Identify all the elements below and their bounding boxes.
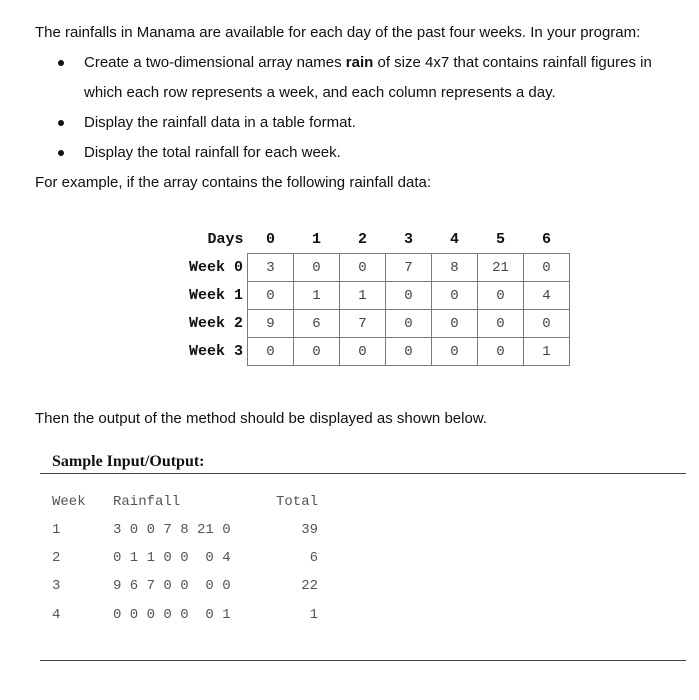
bottom-divider — [40, 660, 686, 661]
output-rainfall: 0 0 0 0 0 0 1 — [113, 607, 231, 623]
table-row — [172, 338, 570, 366]
output-intro: Then the output of the method should be displayed as shown below. — [35, 410, 487, 427]
total-header: Total — [275, 494, 318, 510]
rain-cell: 0 — [248, 338, 294, 366]
output-rainfall: 0 1 1 0 0 0 4 — [113, 550, 231, 566]
bullet-item — [35, 48, 694, 108]
rain-cell: 0 — [386, 338, 432, 366]
rain-cell: 1 — [524, 338, 570, 366]
rain-cell: 0 — [294, 338, 340, 366]
rain-cell: 0 — [432, 338, 478, 366]
day-header: 5 — [495, 230, 505, 248]
output-week: 1 — [52, 522, 61, 538]
example-line: For example, if the array contains the following rainfall data: — [35, 174, 432, 191]
day-header: 1 — [311, 230, 321, 248]
rain-cell: 4 — [524, 282, 570, 310]
output-total: 39 — [301, 522, 318, 538]
rain-cell: 0 — [432, 282, 478, 310]
week-header: Week — [52, 494, 86, 510]
output-week: 2 — [52, 550, 61, 566]
week-label: Week 0 — [188, 259, 243, 276]
rain-cell: 7 — [340, 310, 386, 338]
week-label: Week 3 — [188, 343, 243, 360]
week-label: Week 1 — [188, 287, 243, 304]
intro-line: The rainfalls in Manama are available for each day of the past four weeks. In your program: — [35, 24, 641, 41]
bullet-dot-icon — [58, 120, 64, 126]
rainfall-table — [172, 225, 570, 366]
rain-cell: 0 — [478, 282, 524, 310]
rain-cell: 9 — [248, 310, 294, 338]
day-header: 6 — [541, 230, 551, 248]
rain-cell: 0 — [524, 310, 570, 338]
bullet-item — [35, 108, 699, 138]
bullet-item — [35, 138, 699, 168]
problem-statement — [35, 18, 699, 198]
bullet-dot-icon — [58, 60, 64, 66]
rain-cell: 0 — [478, 310, 524, 338]
rain-cell: 6 — [294, 310, 340, 338]
day-header: 0 — [265, 230, 275, 248]
bullet-text-after: of size 4x7 that contains rainfall figures in which each row represents a week, and each column represents a day. — [84, 54, 652, 101]
bullet-dot-icon — [58, 150, 64, 156]
requirements-list — [35, 48, 699, 168]
output-week: 4 — [52, 607, 61, 623]
rain-cell: 0 — [340, 254, 386, 282]
rain-cell: 0 — [386, 282, 432, 310]
table-row — [172, 310, 570, 338]
days-label: Days — [207, 230, 244, 248]
output-week: 3 — [52, 578, 61, 594]
day-header: 2 — [357, 230, 367, 248]
rainfall-header: Rainfall — [113, 494, 181, 510]
rain-cell: 7 — [386, 254, 432, 282]
output-rainfall: 3 0 0 7 8 21 0 — [113, 522, 231, 538]
bullet-text-before: Create a two-dimensional array names — [84, 54, 346, 71]
rain-cell: 21 — [478, 254, 524, 282]
sample-title: Sample Input/Output: — [52, 453, 205, 470]
table-row — [172, 282, 570, 310]
rain-cell: 0 — [340, 338, 386, 366]
output-total: 1 — [309, 607, 318, 623]
bullet-text: Display the total rainfall for each week. — [84, 144, 341, 161]
top-divider — [40, 473, 686, 474]
rain-cell: 0 — [432, 310, 478, 338]
rain-cell: 0 — [478, 338, 524, 366]
day-header-row — [172, 225, 570, 254]
bullet-keyword: rain — [345, 54, 374, 71]
rain-cell: 0 — [294, 254, 340, 282]
output-total: 6 — [309, 550, 318, 566]
rain-cell: 0 — [248, 282, 294, 310]
table-row — [172, 254, 570, 282]
output-total: 22 — [301, 578, 318, 594]
rain-cell: 8 — [432, 254, 478, 282]
rain-cell: 0 — [386, 310, 432, 338]
day-header: 4 — [449, 230, 459, 248]
day-header: 3 — [403, 230, 413, 248]
week-label: Week 2 — [188, 315, 243, 332]
output-rainfall: 9 6 7 0 0 0 0 — [113, 578, 231, 594]
rain-cell: 1 — [340, 282, 386, 310]
bullet-text: Display the rainfall data in a table format. — [84, 114, 356, 131]
rain-cell: 1 — [294, 282, 340, 310]
rain-cell: 0 — [524, 254, 570, 282]
rain-cell: 3 — [248, 254, 294, 282]
